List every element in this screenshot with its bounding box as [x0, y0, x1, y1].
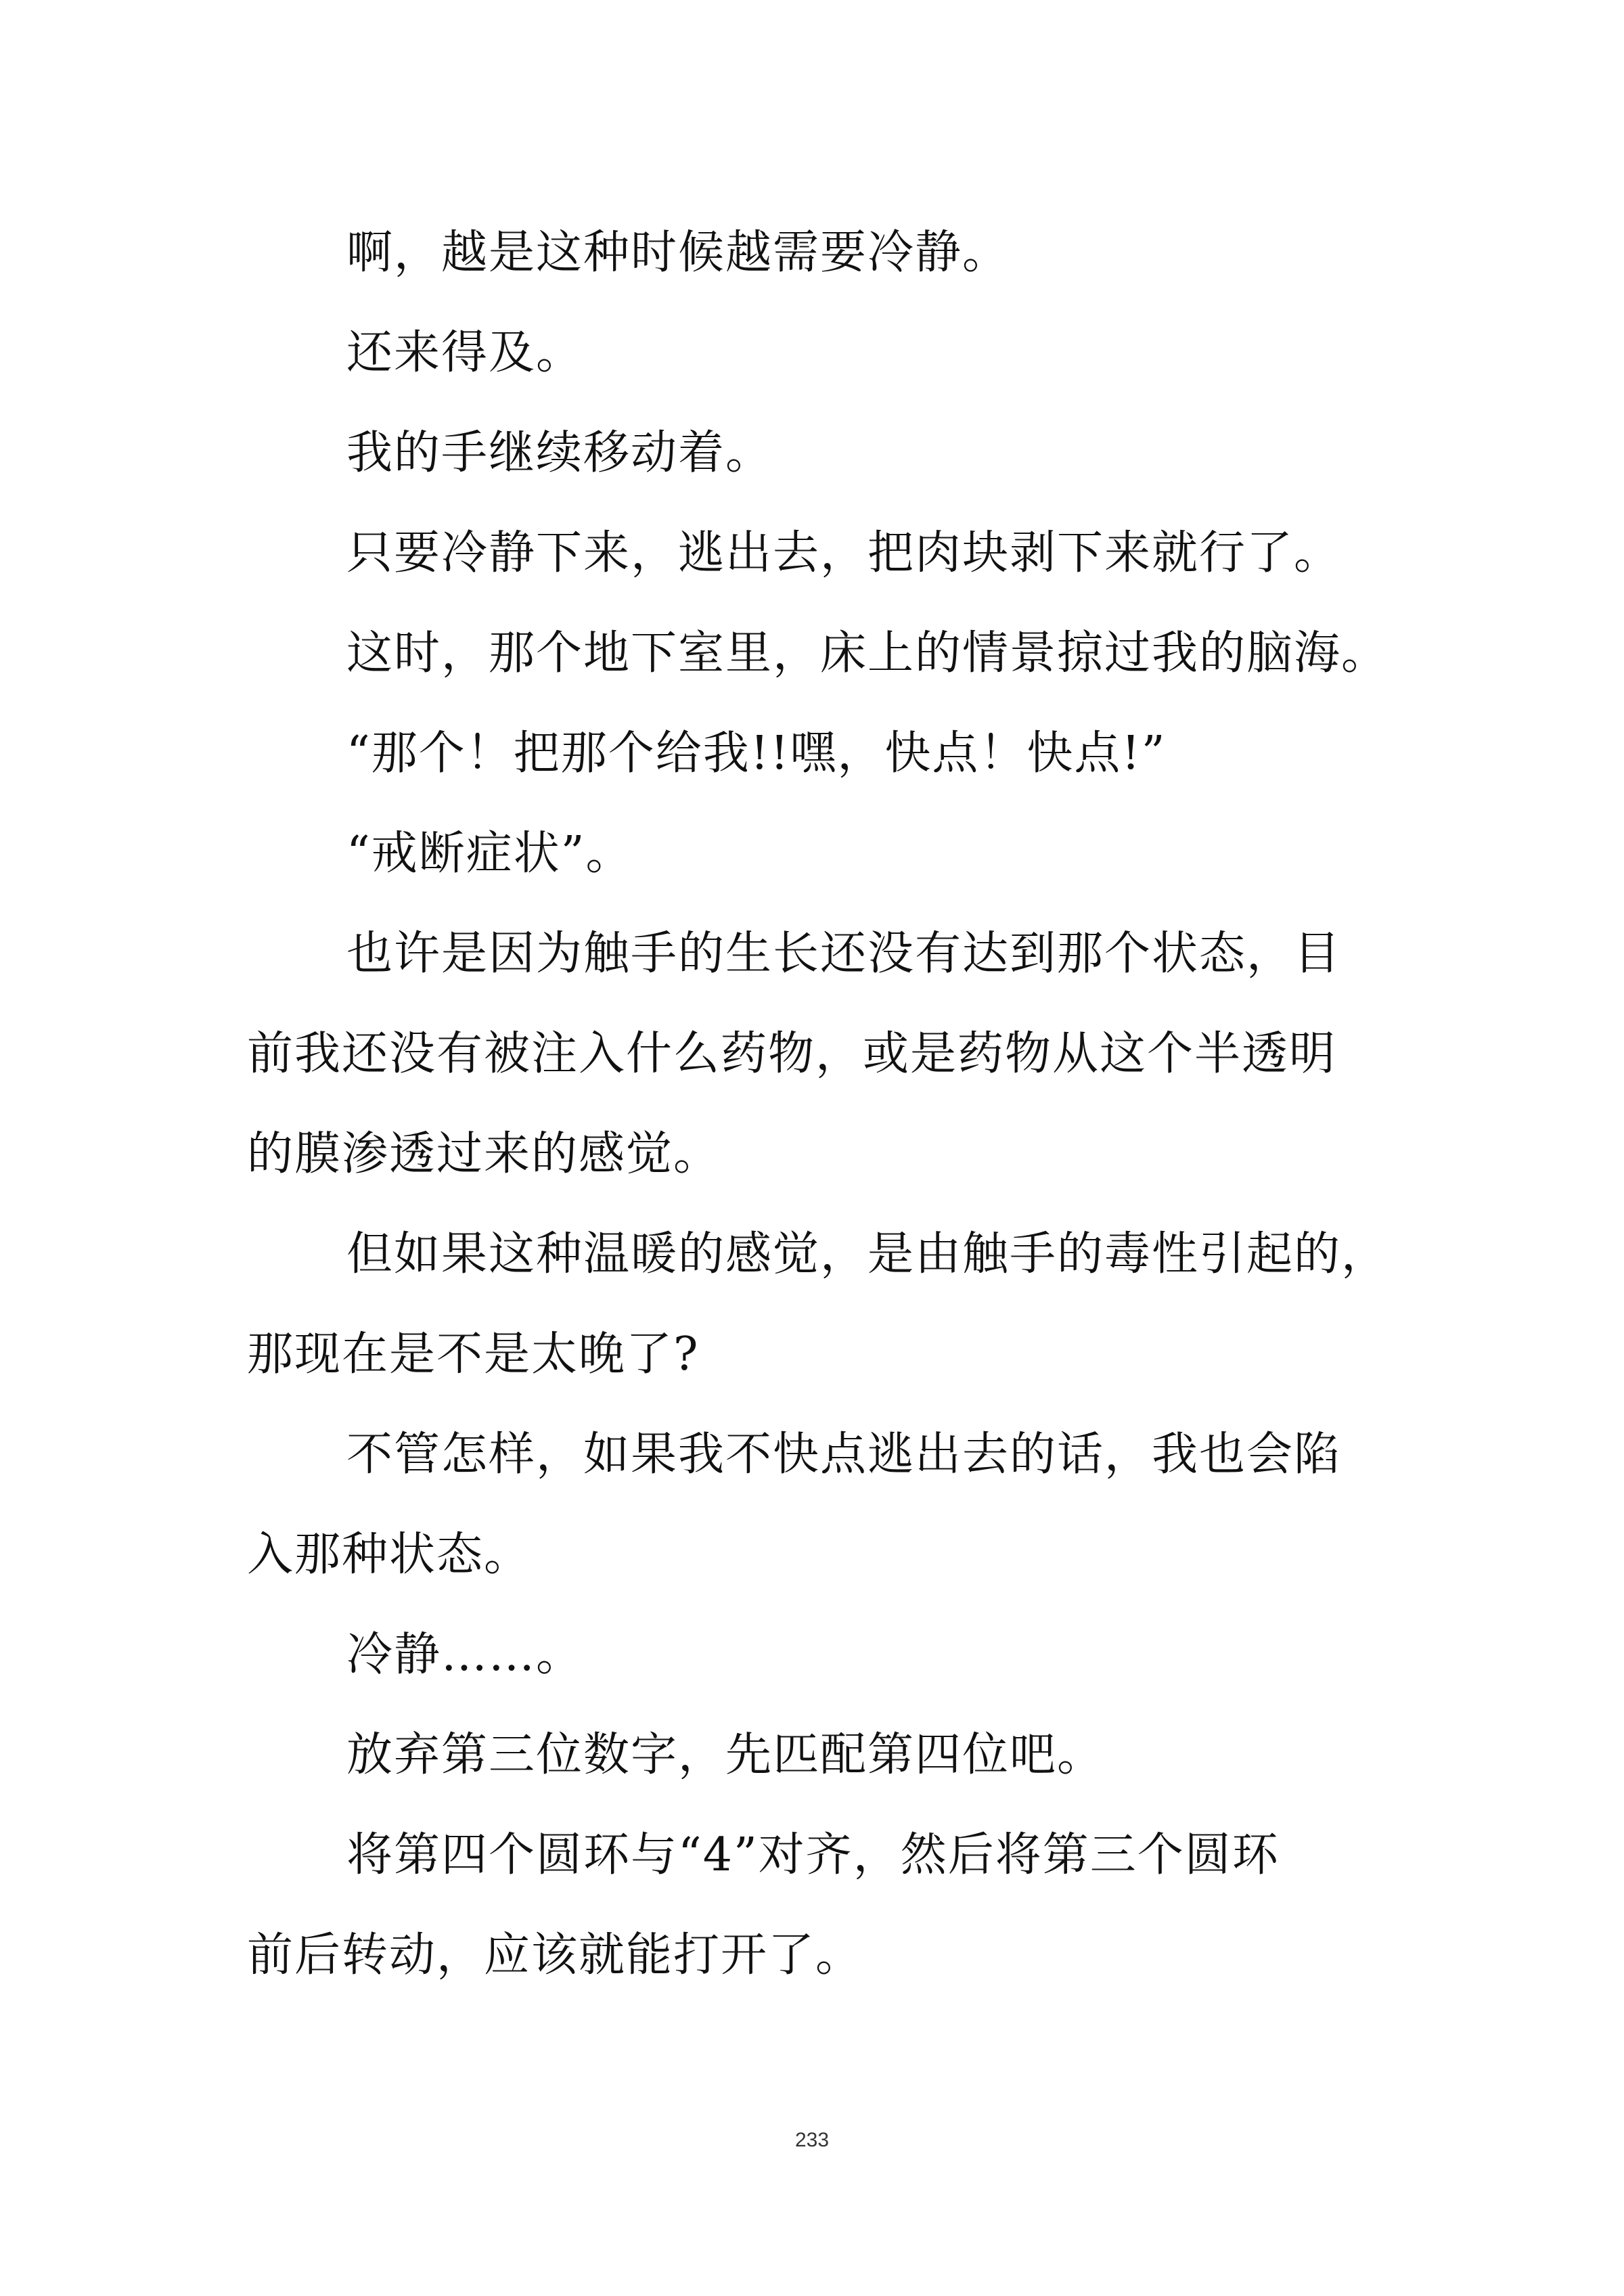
- text-line: 入那种状态。: [247, 1528, 532, 1581]
- body-text: [247, 203, 1397, 2006]
- text-line: “戒断症状”。: [346, 827, 633, 880]
- text-line: 还来得及。: [346, 326, 584, 380]
- text-line: 将第四个圆环与“4”对齐，然后将第三个圆环: [346, 1828, 1280, 1882]
- text-line: “那个！把那个给我!!嘿，快点！快点!”: [346, 727, 1167, 780]
- text-line: 不管怎样，如果我不快点逃出去的话，我也会陷: [346, 1428, 1342, 1481]
- text-line: 这时，那个地下室里，床上的情景掠过我的脑海。: [346, 627, 1389, 680]
- text-line: 那现在是不是太晚了?: [247, 1328, 700, 1381]
- text-line: 我的手继续移动着。: [346, 426, 773, 480]
- text-line: 前后转动，应该就能打开了。: [247, 1929, 863, 1982]
- text-line: 前我还没有被注入什么药物，或是药物从这个半透明: [247, 1027, 1337, 1081]
- text-line: 的膜渗透过来的感觉。: [247, 1127, 721, 1181]
- text-line: 放弃第三位数字，先匹配第四位吧。: [346, 1728, 1105, 1782]
- text-line: 也许是因为触手的生长还没有达到那个状态，目: [346, 927, 1342, 981]
- text-line: 冷静……。: [346, 1628, 584, 1682]
- text-line: 只要冷静下来，逃出去，把肉块剥下来就行了。: [346, 526, 1342, 580]
- text-line: 啊，越是这种时候越需要冷静。: [346, 226, 1010, 279]
- page-number: 233: [794, 2129, 830, 2151]
- text-line: 但如果这种温暖的感觉，是由触手的毒性引起的，: [346, 1228, 1389, 1281]
